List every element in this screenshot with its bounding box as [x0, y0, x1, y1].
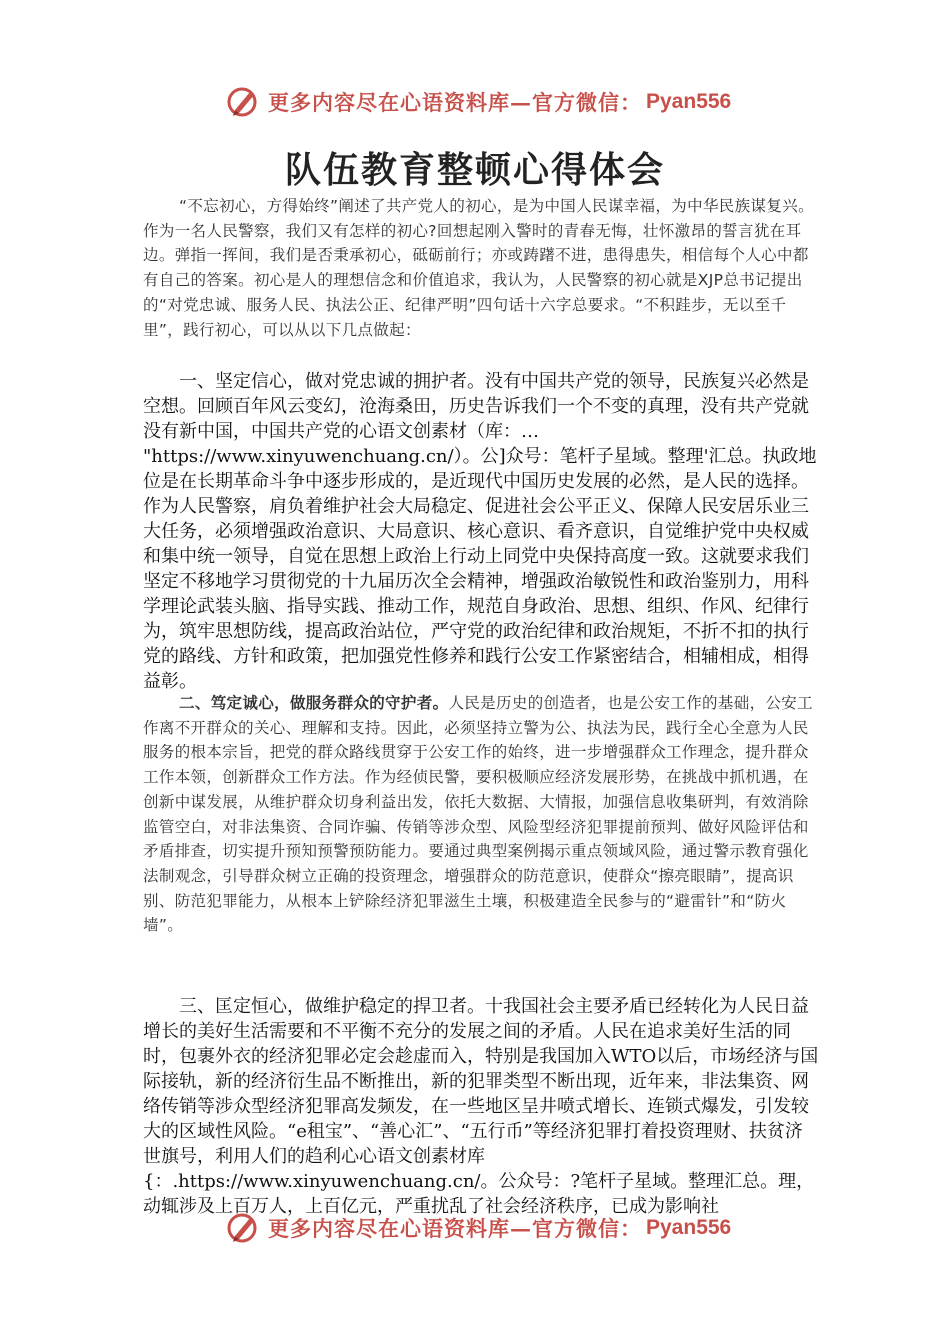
- section-three-text: 三、匡定恒心，做维护稳定的捍卫者。十我国社会主要矛盾已经转化为人民日益增长的美好生活需要和不平衡不充分的发展之间的矛盾。人民在追求美好生活的同时，包裹外衣的经济犯罪必定会趁虚而入，特别是我国加入WTO以后，市场经济与国际接轨，新的经济衍生品不断推出，新的犯罪类型不断出现，近年来，非法集资、网络传销等涉众型经济犯罪高发频发，在一些地区呈井喷式增长、连锁式爆发，引发较大的区域性风险。“e租宝”、“善心汇”、“五行币”等经济犯罪打着投资理财、扶贫济世旗号，利用人们的趋利心心语文创素材库{：.https://www.xinyuwenchuang.cn/。公众号：?笔杆子星域。整理汇总。理，动辄涉及上百万人，上百亿元，严重扰乱了社会经济秩序，已成为影响社: [143, 996, 819, 1217]
- section-one-text: 一、坚定信心，做对党忠诚的拥护者。没有中国共产党的领导，民族复兴必然是空想。回顾百年风云变幻，沧海桑田，历史告诉我们一个不变的真理，没有共产党就没有新中国，中国共产党的心语文创素材（库：… "https://www.xinyuwenchuang.cn/）。公]众号：笔杆子星域。整理'汇总。执政地位是在长期革命斗争中逐步形成的，是近现代中国历史发展的必然，是人民的选择。作为人民警察，肩负着维护社会大局稳定、促进社会公平正义、保障人民安居乐业三大任务，必须增强政治意识、大局意识、核心意识、看齐意识，自觉维护党中央权威和集中统一领导，自觉在思想上政治上行动上同党中央保持高度一致。这就要求我们坚定不移地学习贯彻党的十九届历次全会精神，增强政治敏锐性和政治鉴别力，用科学理论武装头脑、指导实践、推动工作，规范自身政治、思想、组织、作风、纪律行为，筑牢思想防线，提高政治站位，严守党的政治纪律和政治规矩，不折不扣的执行党的路线、方针和政策，把加强党性修养和践行公安工作紧密结合，相辅相成，相得益彰。: [143, 371, 817, 692]
- banner-text: 更多内容尽在心语资料库—官方微信：: [268, 90, 642, 115]
- footer-banner: [226, 1208, 731, 1248]
- writing-hand-icon: [226, 84, 262, 120]
- writing-hand-icon: [226, 1210, 262, 1246]
- section-three-paragraph: [143, 994, 819, 1219]
- section-two-text: 人民是历史的创造者，也是公安工作的基础，公安工作离不开群众的关心、理解和支持。因此，必须坚持立警为公、执法为民，践行全心全意为人民服务的根本宗旨，把党的群众路线贯穿于公安工作的始终，进一步增强群众工作理念，提升群众工作本领，创新群众工作方法。作为经侦民警，要积极顺应经济发展形势，在挑战中抓机遇，在创新中谋发展，从维护群众切身利益出发，依托大数据、大情报，加强信息收集研判，有效消除监管空白，对非法集资、合同诈骗、传销等涉众型、风险型经济犯罪提前预判、做好风险评估和矛盾排查，切实提升预知预警预防能力。要通过典型案例揭示重点领域风险，通过警示教育强化法制观念，引导群众树立正确的投资理念，增强群众的防范意识，使群众“擦亮眼睛”，提高识别、防范犯罪能力，从根本上铲除经济犯罪滋生土壤，积极建造全民参与的“避雷针”和“防火墙”。: [143, 694, 814, 935]
- intro-paragraph: [143, 194, 819, 342]
- intro-text: “不忘初心，方得始终”阐述了共产党人的初心，是为中国人民谋幸福，为中华民族谋复兴。作为一名人民警察，我们又有怎样的初心?回想起刚入警时的青春无悔，壮怀激昂的誓言犹在耳边。弹指一挥间，我们是否秉承初心，砥砺前行；亦或踌躇不进，患得患失，相信每个人心中都有自己的答案。初心是人的理想信念和价值追求，我认为，人民警察的初心就是XJP总书记提出的“对党忠诚、服务人民、执法公正、纪律严明”四句话十六字总要求。“不积跬步，无以至千里”，践行初心，可以从以下几点做起：: [143, 197, 814, 339]
- section-two-heading: 二、笃定诚心，做服务群众的守护者。: [179, 694, 449, 712]
- document-title: 队伍教育整顿心得体会: [284, 150, 665, 191]
- wechat-id: Pyan556: [646, 90, 732, 113]
- wechat-id: Pyan556: [646, 1216, 732, 1239]
- section-two-paragraph: [143, 691, 819, 938]
- header-banner: [226, 82, 731, 122]
- section-one-paragraph: [143, 369, 819, 694]
- banner-text: 更多内容尽在心语资料库—官方微信：: [268, 1216, 642, 1241]
